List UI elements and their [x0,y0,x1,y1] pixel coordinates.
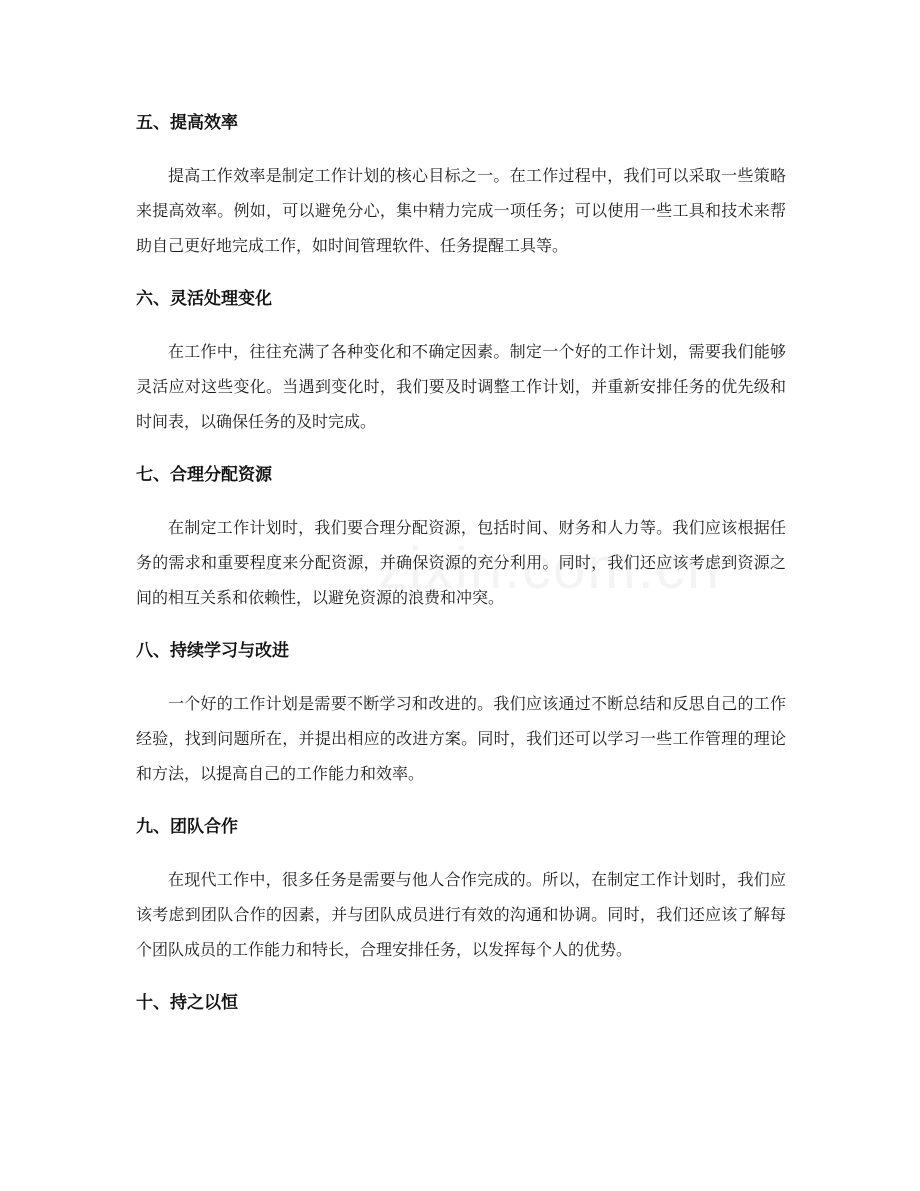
section-paragraph: 在现代工作中，很多任务是需要与他人合作完成的。所以，在制定工作计划时，我们应该考虑到团队合作的因素，并与团队成员进行有效的沟通和协调。同时，我们还应该了解每个团队成员的工作能力和特长，合理安排任务，以发挥每个人的优势。 [136,870,786,959]
section-heading: 八、持续学习与改进 [136,641,289,661]
section-paragraph: 在制定工作计划时，我们要合理分配资源，包括时间、财务和人力等。我们应该根据任务的需求和重要程度来分配资源，并确保资源的充分利用。同时，我们还应该考虑到资源之间的相互关系和依赖性，以避免资源的浪费和冲突。 [136,518,786,607]
section-resources [136,460,786,615]
section-teamwork [136,812,786,967]
section-heading: 十、持之以恒 [136,993,238,1013]
document-body [136,108,786,1018]
section-heading: 六、灵活处理变化 [136,289,272,309]
section-paragraph: 提高工作效率是制定工作计划的核心目标之一。在工作过程中，我们可以采取一些策略来提高效率。例如，可以避免分心，集中精力完成一项任务；可以使用一些工具和技术来帮助自己更好地完成工作，如时间管理软件、任务提醒工具等。 [136,166,786,255]
section-paragraph: 一个好的工作计划是需要不断学习和改进的。我们应该通过不断总结和反思自己的工作经验，找到问题所在，并提出相应的改进方案。同时，我们还可以学习一些工作管理的理论和方法，以提高自己的工作能力和效率。 [136,694,786,783]
section-heading: 九、团队合作 [136,817,238,837]
section-efficiency [136,108,786,263]
section-flexibility [136,284,786,439]
section-paragraph: 在工作中，往往充满了各种变化和不确定因素。制定一个好的工作计划，需要我们能够灵活应对这些变化。当遇到变化时，我们要及时调整工作计划，并重新安排任务的优先级和时间表，以确保任务的及时完成。 [136,342,786,431]
section-perseverance [136,988,786,1018]
section-heading: 七、合理分配资源 [136,465,272,485]
section-heading: 五、提高效率 [136,113,238,133]
section-learning [136,636,786,791]
